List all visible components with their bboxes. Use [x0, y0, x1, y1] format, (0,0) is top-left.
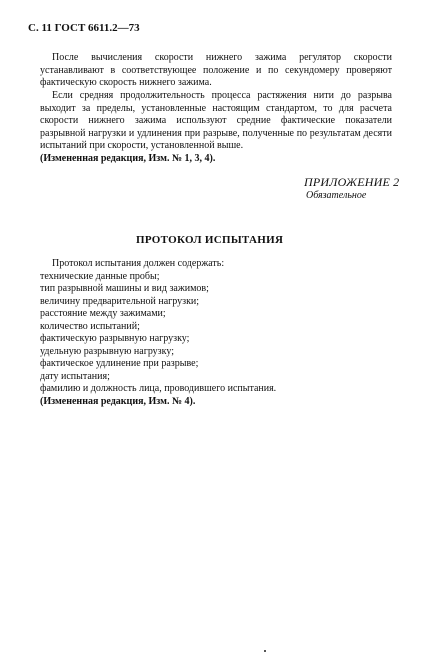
paragraph-speed-adjustment [40, 52, 392, 90]
list-item: фамилию и должность лица, проводившего испытания. [40, 383, 277, 394]
paragraph-duration-rule-text: Если средняя продолжительность процесса растяжения нити до разрыва выходит за пределы, установленные настоящим стандартом, то для расчета скорости нижнего зажима используют средние фактические показатели разрывной нагрузки и удлинения при разрыве, полученные по результатам десяти испытаний при скорости, установленной выше. [40, 90, 392, 151]
paragraph-speed-adjustment-text: После вычисления скорости нижнего зажима регулятор скорости устанавливают в соответствующее положение и по секундомеру проверяют фактическую скорость нижнего зажима. [40, 52, 392, 88]
list-item: расстояние между зажимами; [40, 308, 166, 319]
scan-speck [264, 650, 266, 652]
appendix-title: ПРИЛОЖЕНИЕ 2 [304, 175, 400, 189]
list-item: удельную разрывную нагрузку; [40, 345, 174, 357]
edition-note-1: (Измененная редакция, Изм. № 1, 3, 4). [40, 152, 216, 164]
list-item: дату испытания; [40, 370, 110, 382]
list-item: фактическую разрывную нагрузку; [40, 333, 190, 344]
edition-note-4: (Измененная редакция, Изм. № 4). [40, 395, 196, 407]
list-item: величину предварительной нагрузки; [40, 295, 200, 307]
protocol-list [40, 258, 400, 408]
page-header: С. 11 ГОСТ 6611.2—73 [28, 22, 140, 34]
protocol-intro: Протокол испытания должен содержать: [52, 258, 225, 269]
list-item: тип разрывной машины и вид зажимов; [40, 283, 209, 294]
paragraph-duration-rule [40, 90, 392, 165]
appendix-subtitle: Обязательное [306, 190, 367, 201]
protocol-title: ПРОТОКОЛ ИСПЫТАНИЯ [136, 234, 284, 246]
list-item: фактическое удлинение при разрыве; [40, 358, 199, 369]
list-item: количество испытаний; [40, 320, 140, 332]
list-item: технические данные пробы; [40, 270, 160, 282]
